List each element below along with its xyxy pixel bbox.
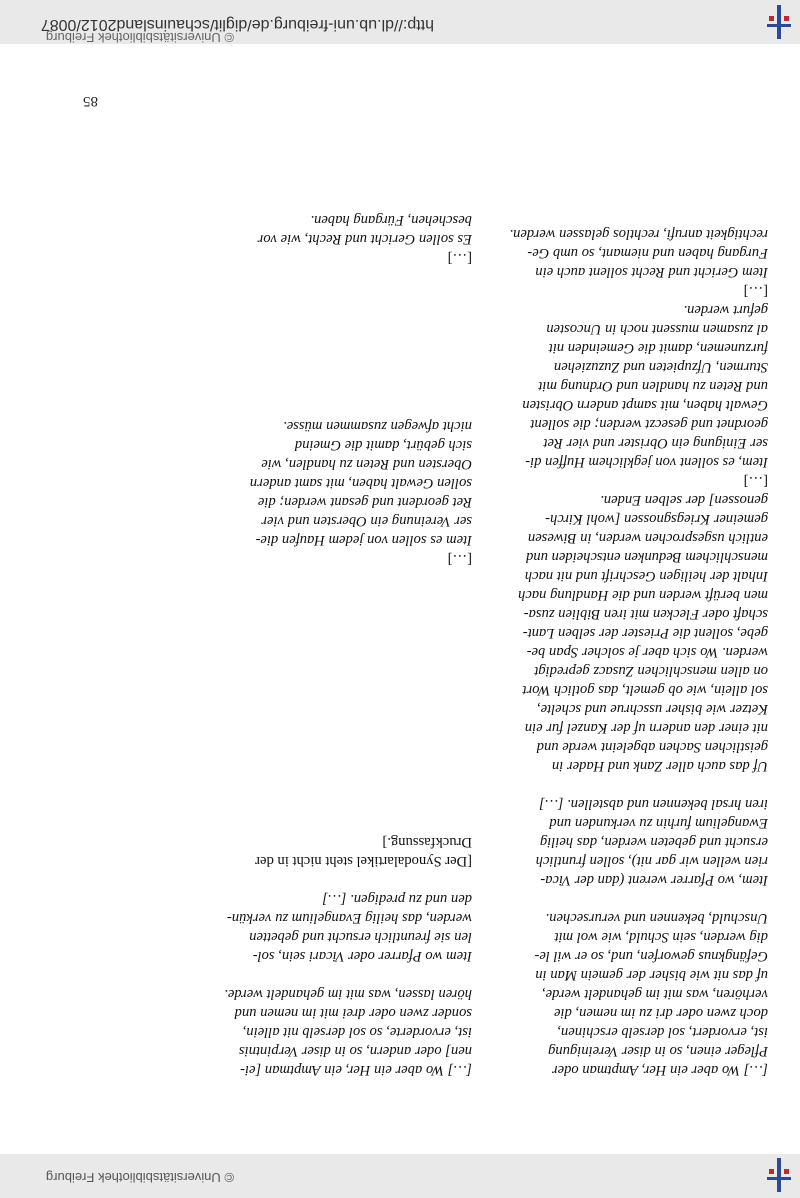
text-line: und Reten zu handlen und Ordnung mit — [538, 378, 768, 394]
paragraph — [478, 908, 768, 1079]
text-line: Pfleger einen, so in diser Vereinigung — [548, 1043, 768, 1059]
paragraph-spacer — [190, 568, 472, 832]
text-line: ser Vereinung ein Obersten und vier — [261, 513, 472, 529]
text-line: nit einer den andern uf der Kanzel fur ein — [524, 720, 768, 736]
paragraph-spacer — [478, 775, 768, 794]
text-line: Gewalt haben, mit sampt andern Obristen — [522, 397, 768, 413]
paragraph — [478, 300, 768, 471]
permalink-url[interactable]: http://dl.ub.uni-freiburg.de/diglit/schauinsland2012/0087 — [40, 16, 434, 33]
text-line: gemeiner Kriegsgnossen [wohl Kirch- — [545, 511, 768, 527]
text-line: on allen menschlichen Zusacz gepredigt — [534, 663, 768, 679]
text-line: Gefängknus geworfen, und, so er wil le- — [534, 948, 768, 964]
page-number: 85 — [83, 93, 98, 109]
text-line: Obersten und Reten zu handlen, wie — [261, 456, 472, 472]
text-line: den und zu predigen. […] — [322, 891, 472, 907]
paragraph-spacer — [190, 965, 472, 984]
text-line: al zusamen mussent noch in Uncosten — [546, 321, 768, 337]
text-line: uf das nit wie bisher der gemein Man in — [535, 967, 768, 983]
text-line: furzunemen, damit die Gemeinden nit — [548, 340, 768, 356]
text-line: dig werden, sein Schuld, wie wol mit — [554, 929, 768, 945]
text-line: nicht afwegen zusammen müsse. — [283, 418, 472, 434]
text-line: sonder zwen oder drei mit im nemen und — [234, 1005, 472, 1021]
text-line: Ewangelium furhin zu verkunden und — [549, 815, 768, 831]
text-line: verhören, was mit im gehandelt werde, — [541, 986, 768, 1002]
editorial-note — [190, 832, 472, 870]
text-line: werden, das heilig Evangelium zu verkün- — [226, 910, 472, 926]
text-line: Druckfassung.] — [382, 834, 472, 850]
paragraph — [478, 490, 768, 775]
text-line: Unschuld, bekennen und verursechen. — [545, 910, 768, 926]
editorial-note — [190, 248, 472, 267]
text-line: ist, ervordert, sol derselb erschinen, — [557, 1024, 768, 1040]
text-line: [Der Synodalartikel steht nicht in der — [255, 853, 472, 869]
text-line: Inhalt der heiligen Geschrift und nit nach — [524, 568, 768, 584]
text-line: sollen Gewalt haben, mit samt andern — [249, 475, 472, 491]
text-line: ist, ervorderte, so sol derselb nit allein, — [242, 1024, 472, 1040]
text-line: hören lassen, was mit im gehandelt werde. — [224, 986, 472, 1002]
text-line: Furgang haben und niemant, so umb Ge- — [527, 245, 768, 261]
university-logo-icon — [764, 5, 794, 39]
text-line: schaft oder Flecken mit iren Biblien zusa- — [523, 606, 768, 622]
paragraph-spacer — [190, 267, 472, 416]
text-line: Item wo Pfarrer oder Vicari sein, sol- — [252, 948, 472, 964]
paragraph — [190, 210, 472, 248]
text-line: geistlichen Sachen abgeleint werde und — [536, 739, 768, 755]
text-line: nen] oder andern, so in diser Verpintnis — [238, 1043, 472, 1059]
left-column-text — [190, 210, 472, 1079]
text-line: Sturmen, Ufzupieten und Zuzuziehen — [553, 359, 768, 375]
text-line: rien wellen wir gar nit), sollen fruntlich — [535, 853, 768, 869]
right-column-text — [478, 224, 768, 1079]
text-line: […] — [447, 250, 472, 266]
paragraph-spacer — [190, 870, 472, 889]
text-line: Ret geordent und gesant werden; die — [257, 494, 472, 510]
text-line: Es sollen Gericht und Recht, wie vor — [257, 231, 472, 247]
text-line: […] — [447, 551, 472, 567]
editorial-note — [478, 281, 768, 300]
text-line: […] Wo aber ein Her, Amptman oder — [551, 1062, 768, 1078]
text-line: men berüft werden und die Handlung nach — [518, 587, 768, 603]
paragraph — [190, 984, 472, 1079]
text-line: sich gebürt, damit die Gmeind — [294, 437, 472, 453]
text-line: geordnet und geseczt werden; die sollent — [530, 416, 768, 432]
text-line: […] Wo aber ein Her, ein Amptman [ei- — [240, 1062, 472, 1078]
paragraph — [478, 224, 768, 281]
text-line: doch zwen oder dri zu im nemen, die — [553, 1005, 768, 1021]
text-line: beschehen, Fürgang haben. — [310, 212, 472, 228]
text-line: sol allein, wie ob gemelt, das gotlich Wort — [522, 682, 768, 698]
text-line: genossen] der selben Enden. — [600, 492, 768, 508]
text-line: Item es sollen von jedem Haufen die- — [255, 532, 472, 548]
text-line: […] — [743, 283, 768, 299]
paragraph-spacer — [478, 889, 768, 908]
text-line: ersucht und gebeten werden, das heilig — [539, 834, 768, 850]
library-copyright: © Universitätsbibliothek Freiburg — [45, 1170, 234, 1185]
library-copyright-cut: © Universitätsbibliothek Freiburg — [45, 30, 234, 45]
text-line: len sie freuntlich ersucht und gebetten — [249, 929, 472, 945]
viewer-header-bar — [0, 1154, 800, 1198]
text-line: Uf das auch aller Zank und Hader in — [551, 758, 768, 774]
text-line: menschlichem Bedunken entscheiden und — [526, 549, 768, 565]
text-line: Item, wo Pfarrer werent (dan der Vica- — [540, 872, 768, 888]
text-line: […] — [743, 473, 768, 489]
text-line: gefurt werden. — [683, 302, 768, 318]
text-line: gebe, sollent die Priester der selben Lant- — [522, 625, 768, 641]
viewer-footer-bar — [0, 0, 800, 44]
text-line: rechtigkeit anrufi, rechtlos gelassen werden. — [509, 226, 768, 242]
text-line: Item Gericht und Recht sollent auch ein — [535, 264, 768, 280]
paragraph — [190, 889, 472, 965]
text-line: entlich usgesprochen werden, in Biwesen — [527, 530, 768, 546]
text-line: iren hrsal bekennen und abstellen. […] — [539, 796, 768, 812]
text-line: ser Einigung ein Obrister und vier Ret — [543, 435, 768, 451]
text-line: Ketzer wie bisher usschrue und schelte, — [536, 701, 768, 717]
editorial-note — [478, 471, 768, 490]
editorial-note — [190, 549, 472, 568]
text-line: Item, es sollent von jegklichem Huffen di- — [525, 454, 768, 470]
text-line: werden. Wo sich aber je solcher Span be- — [526, 644, 768, 660]
university-logo-icon — [764, 1158, 794, 1192]
paragraph — [478, 794, 768, 889]
paragraph — [190, 416, 472, 549]
